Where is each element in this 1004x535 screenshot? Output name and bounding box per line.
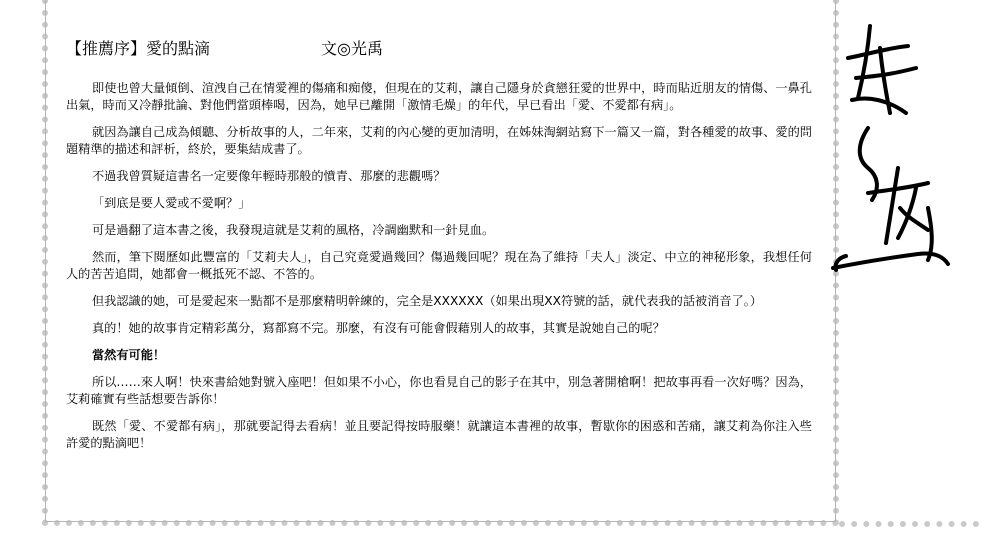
paragraph-6: 然而，筆下閱歷如此豐富的「艾莉夫人」，自己究竟愛過幾回？傷過幾回呢？現在為了維持「夫人」淡定、中立的神秘形象，我想任何人的苦苦追問，她都會一概抵死不認、不答的。 [66,250,812,281]
paragraph-5: 可是過翻了這本書之後，我發現這就是艾莉的風格，冷調幽默和一針見血。 [92,223,495,237]
author-byline: 文◎光禹 [321,39,383,58]
header [66,36,383,59]
handwritten-signature [828,18,958,288]
paragraph-4: 「到底是要人愛或不愛啊？」 [92,196,251,210]
paragraph-8: 真的！她的故事肯定精彩萬分，寫都寫不完。那麼，有沒有可能會假藉別人的故事，其實是說她自己的呢？ [92,321,665,335]
page-title: 【推薦序】愛的點滴 [66,39,211,58]
paragraph-9-emphasis: 當然有可能！ [92,348,166,362]
perforated-divider [839,521,979,527]
paragraph-10: 所以……來人啊！快來書給她對號入座吧！但如果不小心，你也看見自己的影子在其中，別急著開槍啊！把故事再看一次好嗎？因為，艾莉確實有些話想要告訴你！ [66,375,812,406]
paragraph-11: 既然「愛、不愛都有病」，那就要記得去看病！並且要記得按時服藥！就讓這本書裡的故事，暫歇你的困惑和苦痛，讓艾莉為你注入些許愛的點滴吧！ [66,419,812,450]
paragraph-7: 但我認識的她，可是愛起來一點都不是那麼精明幹練的，完全是XXXXXX（如果出現XX符號的話，就代表我的話被消音了。） [92,294,763,308]
article-body [66,80,812,462]
paragraph-3: 不過我曾質疑這書名一定要像年輕時那般的憤青、那麼的悲觀嗎？ [92,169,446,183]
paragraph-1: 即使也曾大量傾倒、渲洩自己在情愛裡的傷痛和痴傻，但現在的艾莉，讓自己隱身於貪戀狂愛的世界中，時而貼近朋友的情傷、一鼻孔出氣，時而又冷靜批論、對他們當頭棒喝，因為，她早已離開「激情毛燥」的年代，早已看出「愛、不愛都有病」。 [66,81,812,112]
paragraph-2: 就因為讓自己成為傾聽、分析故事的人，二年來，艾莉的內心變的更加清明，在姊妹淘網站寫下一篇又一篇，對各種愛的故事、愛的問題精準的描述和評析，終於，要集結成書了。 [66,125,812,156]
